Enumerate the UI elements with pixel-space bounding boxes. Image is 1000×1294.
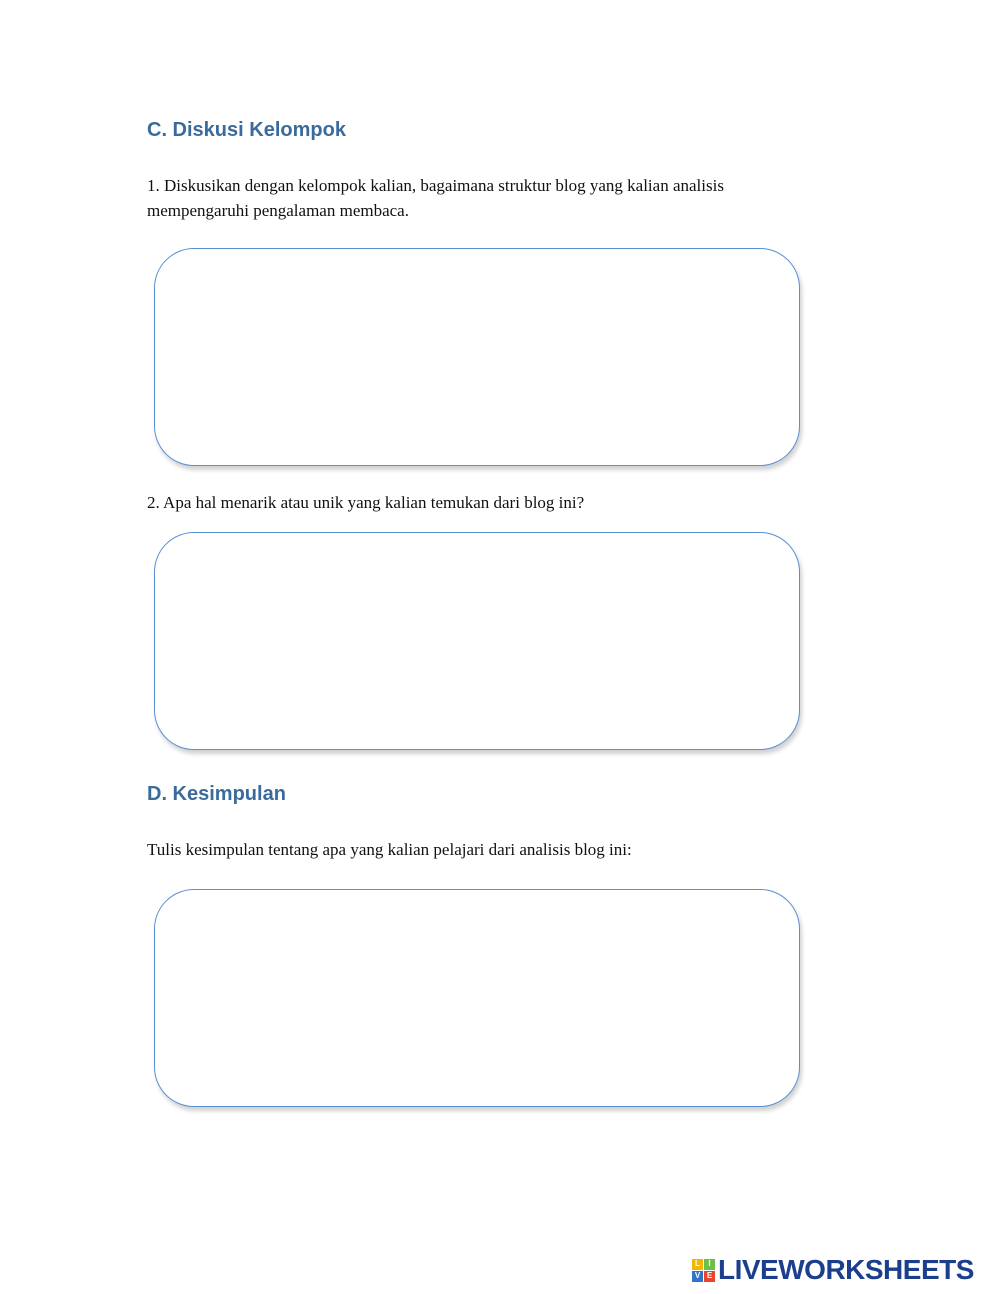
logo-grid-cell: I [704,1259,715,1270]
logo-grid-cell: V [692,1271,703,1282]
section-d-heading: D. Kesimpulan [147,783,286,805]
liveworksheets-logo [692,1255,974,1285]
question-2-text: 2. Apa hal menarik atau unik yang kalian temukan dari blog ini? [147,493,585,512]
answer-box-question-1[interactable] [154,248,800,466]
conclusion-prompt-text: Tulis kesimpulan tentang apa yang kalian pelajari dari analisis blog ini: [147,840,632,859]
logo-grid-cell: E [704,1271,715,1282]
logo-grid-icon [692,1259,715,1282]
question-1-text: 1. Diskusikan dengan kelompok kalian, bagaimana struktur blog yang kalian analisis mempengaruhi pengalaman membaca. [147,176,724,220]
logo-text: LIVEWORKSHEETS [718,1254,974,1285]
logo-grid-cell: L [692,1259,703,1270]
section-c-heading: C. Diskusi Kelompok [147,119,346,141]
answer-box-conclusion[interactable] [154,889,800,1107]
answer-box-question-2[interactable] [154,532,800,750]
